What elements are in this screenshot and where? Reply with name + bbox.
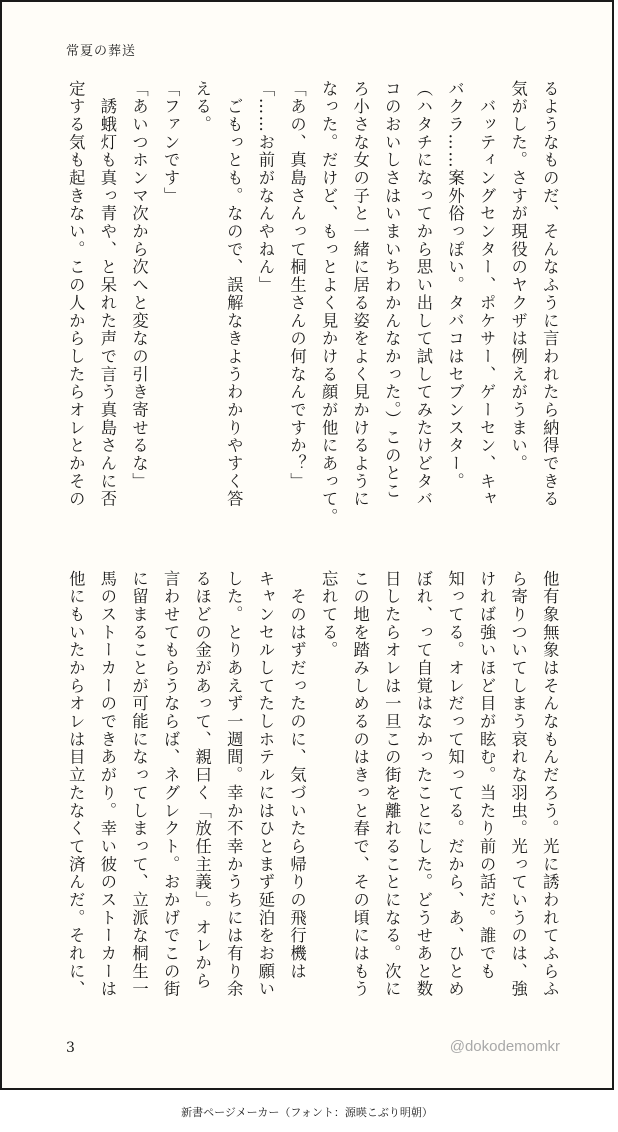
- text-column: 知ってる。オレだって知ってる。だから、あ、ひとめ: [445, 570, 465, 999]
- generator-credit: 新書ページメーカー（フォント：源暎こぶり明朝）: [181, 1106, 433, 1119]
- text-column: 「……お前がなんやねん」: [255, 80, 275, 295]
- text-column: 「あの、真島さんって桐生さんの何なんですか？」: [287, 80, 307, 491]
- text-column: バクラ……案外俗っぽい。タバコはセブンスター。: [445, 80, 465, 491]
- author-handle: @dokodemomkr: [449, 1038, 560, 1055]
- text-column: るほどの金があって、親曰く「放任主義」。オレから: [192, 570, 212, 991]
- text-column: コのおいしさはいまいちわかんなかった。）このとこ: [382, 80, 402, 501]
- text-column: キャンセルしてたしホテルにはひとまず延泊をお願い: [255, 570, 275, 999]
- page-title: 常夏の葬送: [66, 44, 137, 59]
- text-column: ぼれ、って自覚はなかったことにした。どうせあと数: [413, 570, 433, 999]
- text-column: 気がした。さすが現役のヤクザは例えがうまい。: [508, 80, 528, 473]
- text-column: ら寄りついてしまう哀れな羽虫。光っていうのは、強: [508, 570, 528, 999]
- text-column: 「あいつホンマ次から次へと変なの引き寄せるな」: [129, 80, 149, 491]
- text-column: ごもっとも。なので、誤解なきようわかりやすく答: [224, 80, 244, 509]
- text-column: るようなものだ、そんなふうに言われたら納得できる: [540, 80, 560, 509]
- text-column: 馬のストーカーのできあがり。幸い彼のストーカーは: [97, 570, 117, 999]
- text-column: （ハタチになってから思い出して試してみたけどタバ: [413, 80, 433, 509]
- text-column: 忘れてる。: [319, 570, 339, 660]
- text-column: バッティングセンター、ポケサー、ゲーセン、キャ: [477, 80, 497, 509]
- text-column: 日したらオレは一旦この街を離れることになる。次に: [382, 570, 402, 999]
- text-column: 「ファンです」: [161, 80, 181, 205]
- text-column: 言わせてもらうならば、ネグレクト。おかげでこの街: [161, 570, 181, 999]
- text-column: ければ強いほど目が眩む。当たり前の話だ。誰でも: [477, 570, 497, 981]
- text-column: そのはずだったのに、気づいたら帰りの飛行機は: [287, 570, 307, 981]
- text-column: 定する気も起きない。この人からしたらオレとかその: [66, 80, 86, 509]
- text-column: 他有象無象はそんなもんだろう。光に誘われてふらふ: [540, 570, 560, 999]
- page-number: 3: [66, 1040, 75, 1056]
- text-column: した。とりあえず一週間。幸か不幸かうちには有り余: [224, 570, 244, 999]
- text-column: 誘蛾灯も真っ青や、と呆れた声で言う真島さんに否: [97, 80, 117, 509]
- text-column: この地を踏みしめるのはきっと春で、その頃にはもう: [350, 570, 370, 999]
- text-column: える。: [192, 80, 212, 134]
- text-column: なった。だけど、もっとよく見かける顔が他にあって。: [319, 80, 339, 526]
- text-column: ろ小さな女の子と一緒に居る姿をよく見かけるように: [350, 80, 370, 509]
- text-column: に留まることが可能になってしまって、立派な桐生一: [129, 570, 149, 999]
- text-column: 他にもいたからオレは目立たなくて済んだ。それに、: [66, 570, 86, 999]
